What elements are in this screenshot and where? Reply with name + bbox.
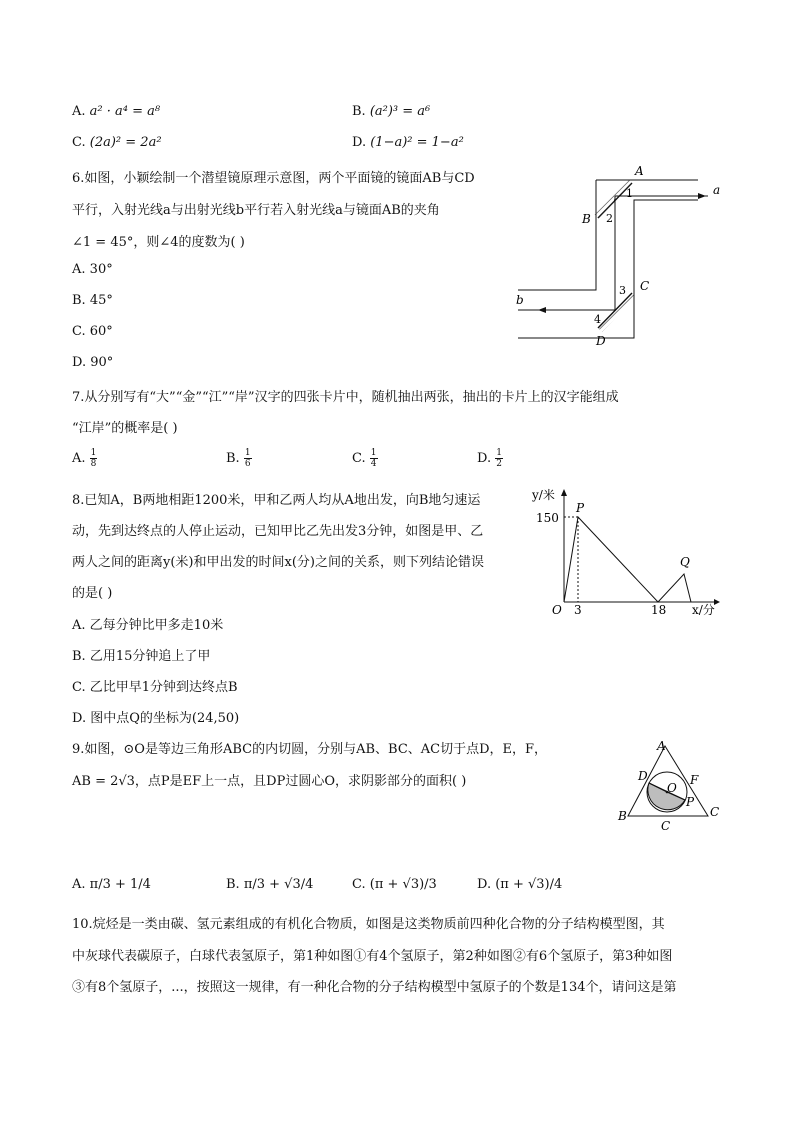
- q8-stem-line-3: 两人之间的距离y(米)和甲出发的时间x(分)之间的关系，则下列结论错误: [72, 555, 484, 570]
- q6-option-c[interactable]: [72, 324, 113, 339]
- q6-option-d-letter: D.: [72, 355, 87, 370]
- q8-stem-line-4: 的是( ): [72, 586, 113, 601]
- q7-option-c-num: 1: [370, 448, 377, 458]
- fig9-label-a: A: [657, 739, 666, 753]
- q7-option-d-letter: D.: [477, 451, 492, 466]
- fig6-label-b-point: B: [582, 212, 591, 226]
- q9-option-c-letter: C.: [352, 877, 366, 892]
- q7-option-d[interactable]: [477, 448, 503, 469]
- q9-option-c[interactable]: [352, 877, 437, 892]
- q7-option-a-num: 1: [90, 448, 97, 458]
- q6-option-d[interactable]: [72, 355, 113, 370]
- q10-stem-line-2: 中灰球代表碳原子，白球代表氢原子，第1种如图①有4个氢原子，第2种如图②有6个氢原子，第3种如图: [72, 949, 673, 964]
- fig9-label-c-bottom: C: [661, 819, 671, 832]
- graph-line: [564, 517, 691, 602]
- q8-option-d-letter: D.: [72, 711, 87, 726]
- graph-x-arrow: [714, 599, 720, 605]
- q9-option-b-expr: π/3 + √3/4: [243, 877, 314, 892]
- q8-option-c-letter: C.: [72, 680, 86, 695]
- q8-option-d[interactable]: [72, 707, 239, 726]
- q7-option-b[interactable]: [226, 448, 252, 469]
- fig6-label-c-point: C: [640, 279, 650, 293]
- q9-option-d-expr: (π + √3)/4: [495, 877, 563, 892]
- q9-stem-line-1: 9.如图，⊙O是等边三角形ABC的内切圆，分别与AB、BC、AC切于点D，E，F，: [72, 742, 548, 757]
- q7-option-b-fraction: [244, 448, 252, 469]
- q10-stem-line-3: ③有8个氢原子，...，按照这一规律，有一种化合物的分子结构模型中氢原子的个数是134个，请问这是第: [72, 980, 677, 995]
- q7-option-c-letter: C.: [352, 451, 366, 466]
- q5-option-d-expr: (1−a)² = 1−a²: [370, 135, 464, 150]
- q8-option-d-text: 图中点Q的坐标为(24,50): [90, 711, 240, 726]
- q7-option-a[interactable]: [72, 448, 97, 469]
- fig6-label-d-point: D: [596, 334, 606, 348]
- q9-option-a-expr: π/3 + 1/4: [89, 877, 151, 892]
- q7-option-b-num: 1: [244, 448, 251, 458]
- ray-b-arrow: [538, 307, 546, 313]
- q8-option-a[interactable]: [72, 614, 223, 633]
- fig9-label-b: B: [618, 809, 627, 823]
- fig9-label-d: D: [638, 769, 648, 783]
- q6-option-b-text: 45°: [89, 293, 113, 308]
- mirror-cd-hatch: [598, 293, 636, 332]
- periscope-figure: [508, 160, 728, 350]
- q7-option-a-fraction: [90, 448, 98, 469]
- ray-a-arrow: [698, 193, 706, 199]
- q8-option-b-text: 乙用15分钟追上了甲: [89, 649, 211, 664]
- q7-stem-line-2: “江岸”的概率是( ): [72, 421, 178, 436]
- q9-option-d-letter: D.: [477, 877, 492, 892]
- distance-time-graph: [528, 482, 728, 617]
- q9-option-c-expr: (π + √3)/3: [369, 877, 437, 892]
- q6-stem-line-1: 6.如图，小颖绘制一个潜望镜原理示意图，两个平面镜的镜面AB与CD: [72, 171, 475, 186]
- q7-option-b-letter: B.: [226, 451, 240, 466]
- fig9-label-c: C: [710, 805, 720, 819]
- q5-option-b-expr: (a²)³ = a⁶: [369, 104, 431, 119]
- q7-option-a-den: 8: [90, 459, 97, 469]
- q9-stem-line-2: AB = 2√3，点P是EF上一点，且DP过圆心O，求阴影部分的面积( ): [72, 774, 467, 789]
- q8-option-a-letter: A.: [72, 618, 86, 633]
- q5-option-c-letter: C.: [72, 135, 86, 150]
- fig9-label-p: P: [686, 795, 695, 809]
- q7-option-c-fraction: [370, 448, 378, 469]
- fig6-angle-4: 4: [594, 313, 601, 326]
- fig6-angle-2: 2: [606, 212, 613, 225]
- graph-x-label: x/分: [692, 603, 715, 617]
- q5-option-c-expr: (2a)² = 2a²: [89, 135, 162, 150]
- q9-option-b[interactable]: [226, 877, 313, 892]
- q8-stem-line-2: 动，先到达终点的人停止运动，已知甲比乙先出发3分钟，如图是甲、乙: [72, 524, 484, 539]
- fig9-label-o: O: [667, 781, 677, 795]
- q7-option-a-letter: A.: [72, 451, 86, 466]
- q6-option-c-letter: C.: [72, 324, 86, 339]
- fig6-label-a-point: A: [635, 164, 644, 178]
- graph-y-label: y/米: [532, 488, 555, 502]
- q5-option-b-letter: B.: [352, 104, 366, 119]
- incircle-figure: [612, 736, 724, 832]
- q6-option-d-text: 90°: [90, 355, 114, 370]
- q6-option-b-letter: B.: [72, 293, 86, 308]
- q5-option-d-letter: D.: [352, 135, 367, 150]
- fig6-label-ray-b: b: [516, 293, 524, 307]
- q5-option-d[interactable]: [352, 135, 464, 150]
- q6-stem-line-3: ∠1 = 45°，则∠4的度数为( ): [72, 235, 245, 250]
- q8-option-c[interactable]: [72, 676, 238, 695]
- graph-x-tick-18: 18: [651, 603, 667, 617]
- graph-point-q-label: Q: [680, 555, 690, 569]
- q6-option-a[interactable]: [72, 262, 113, 277]
- q10-stem-line-1: 10.烷烃是一类由碳、氢元素组成的有机化合物质，如图是这类物质前四种化合物的分子结构模型图，其: [72, 917, 665, 932]
- q9-option-d[interactable]: [477, 877, 562, 892]
- q7-option-c[interactable]: [352, 448, 378, 469]
- q8-option-a-text: 乙每分钟比甲多走10米: [89, 618, 224, 633]
- q6-option-b[interactable]: [72, 293, 113, 308]
- q7-option-b-den: 6: [244, 459, 251, 469]
- graph-origin-label: O: [552, 603, 562, 617]
- fig9-label-f: F: [690, 773, 699, 787]
- q6-option-c-text: 60°: [89, 324, 113, 339]
- graph-x-tick-3: 3: [574, 603, 582, 617]
- fig6-label-ray-a: a: [713, 183, 721, 197]
- q5-option-a[interactable]: [72, 104, 160, 119]
- q9-option-b-letter: B.: [226, 877, 240, 892]
- q9-option-a-letter: A.: [72, 877, 86, 892]
- q7-stem-line-1: 7.从分别写有“大”“金”“江”“岸”汉字的四张卡片中，随机抽出两张，抽出的卡片上的汉字能组成: [72, 390, 619, 405]
- q6-stem-line-2: 平行，入射光线a与出射光线b平行若入射光线a与镜面AB的夹角: [72, 203, 440, 218]
- graph-y-tick-150: 150: [536, 511, 559, 525]
- q7-option-c-den: 4: [370, 459, 377, 469]
- fig6-angle-3: 3: [619, 284, 626, 297]
- q5-option-a-letter: A.: [72, 104, 86, 119]
- q7-option-d-num: 1: [496, 448, 502, 458]
- q9-option-a[interactable]: [72, 877, 151, 892]
- q5-option-a-expr: a² · a⁴ = a⁸: [89, 104, 161, 119]
- q7-option-d-fraction: [495, 448, 503, 469]
- graph-point-p-label: P: [576, 501, 585, 515]
- q8-stem-line-1: 8.已知A，B两地相距1200米，甲和乙两人均从A地出发，向B地匀速运: [72, 493, 481, 508]
- q6-option-a-letter: A.: [72, 262, 86, 277]
- q5-option-b[interactable]: [352, 104, 430, 119]
- graph-y-arrow: [561, 489, 567, 496]
- q8-option-c-text: 乙比甲早1分钟到达终点B: [89, 680, 238, 695]
- q5-option-c[interactable]: [72, 135, 162, 150]
- q6-option-a-text: 30°: [89, 262, 113, 277]
- q8-option-b-letter: B.: [72, 649, 86, 664]
- q7-option-d-den: 2: [496, 459, 502, 469]
- q8-option-b[interactable]: [72, 645, 210, 664]
- fig6-angle-1: 1: [626, 187, 633, 200]
